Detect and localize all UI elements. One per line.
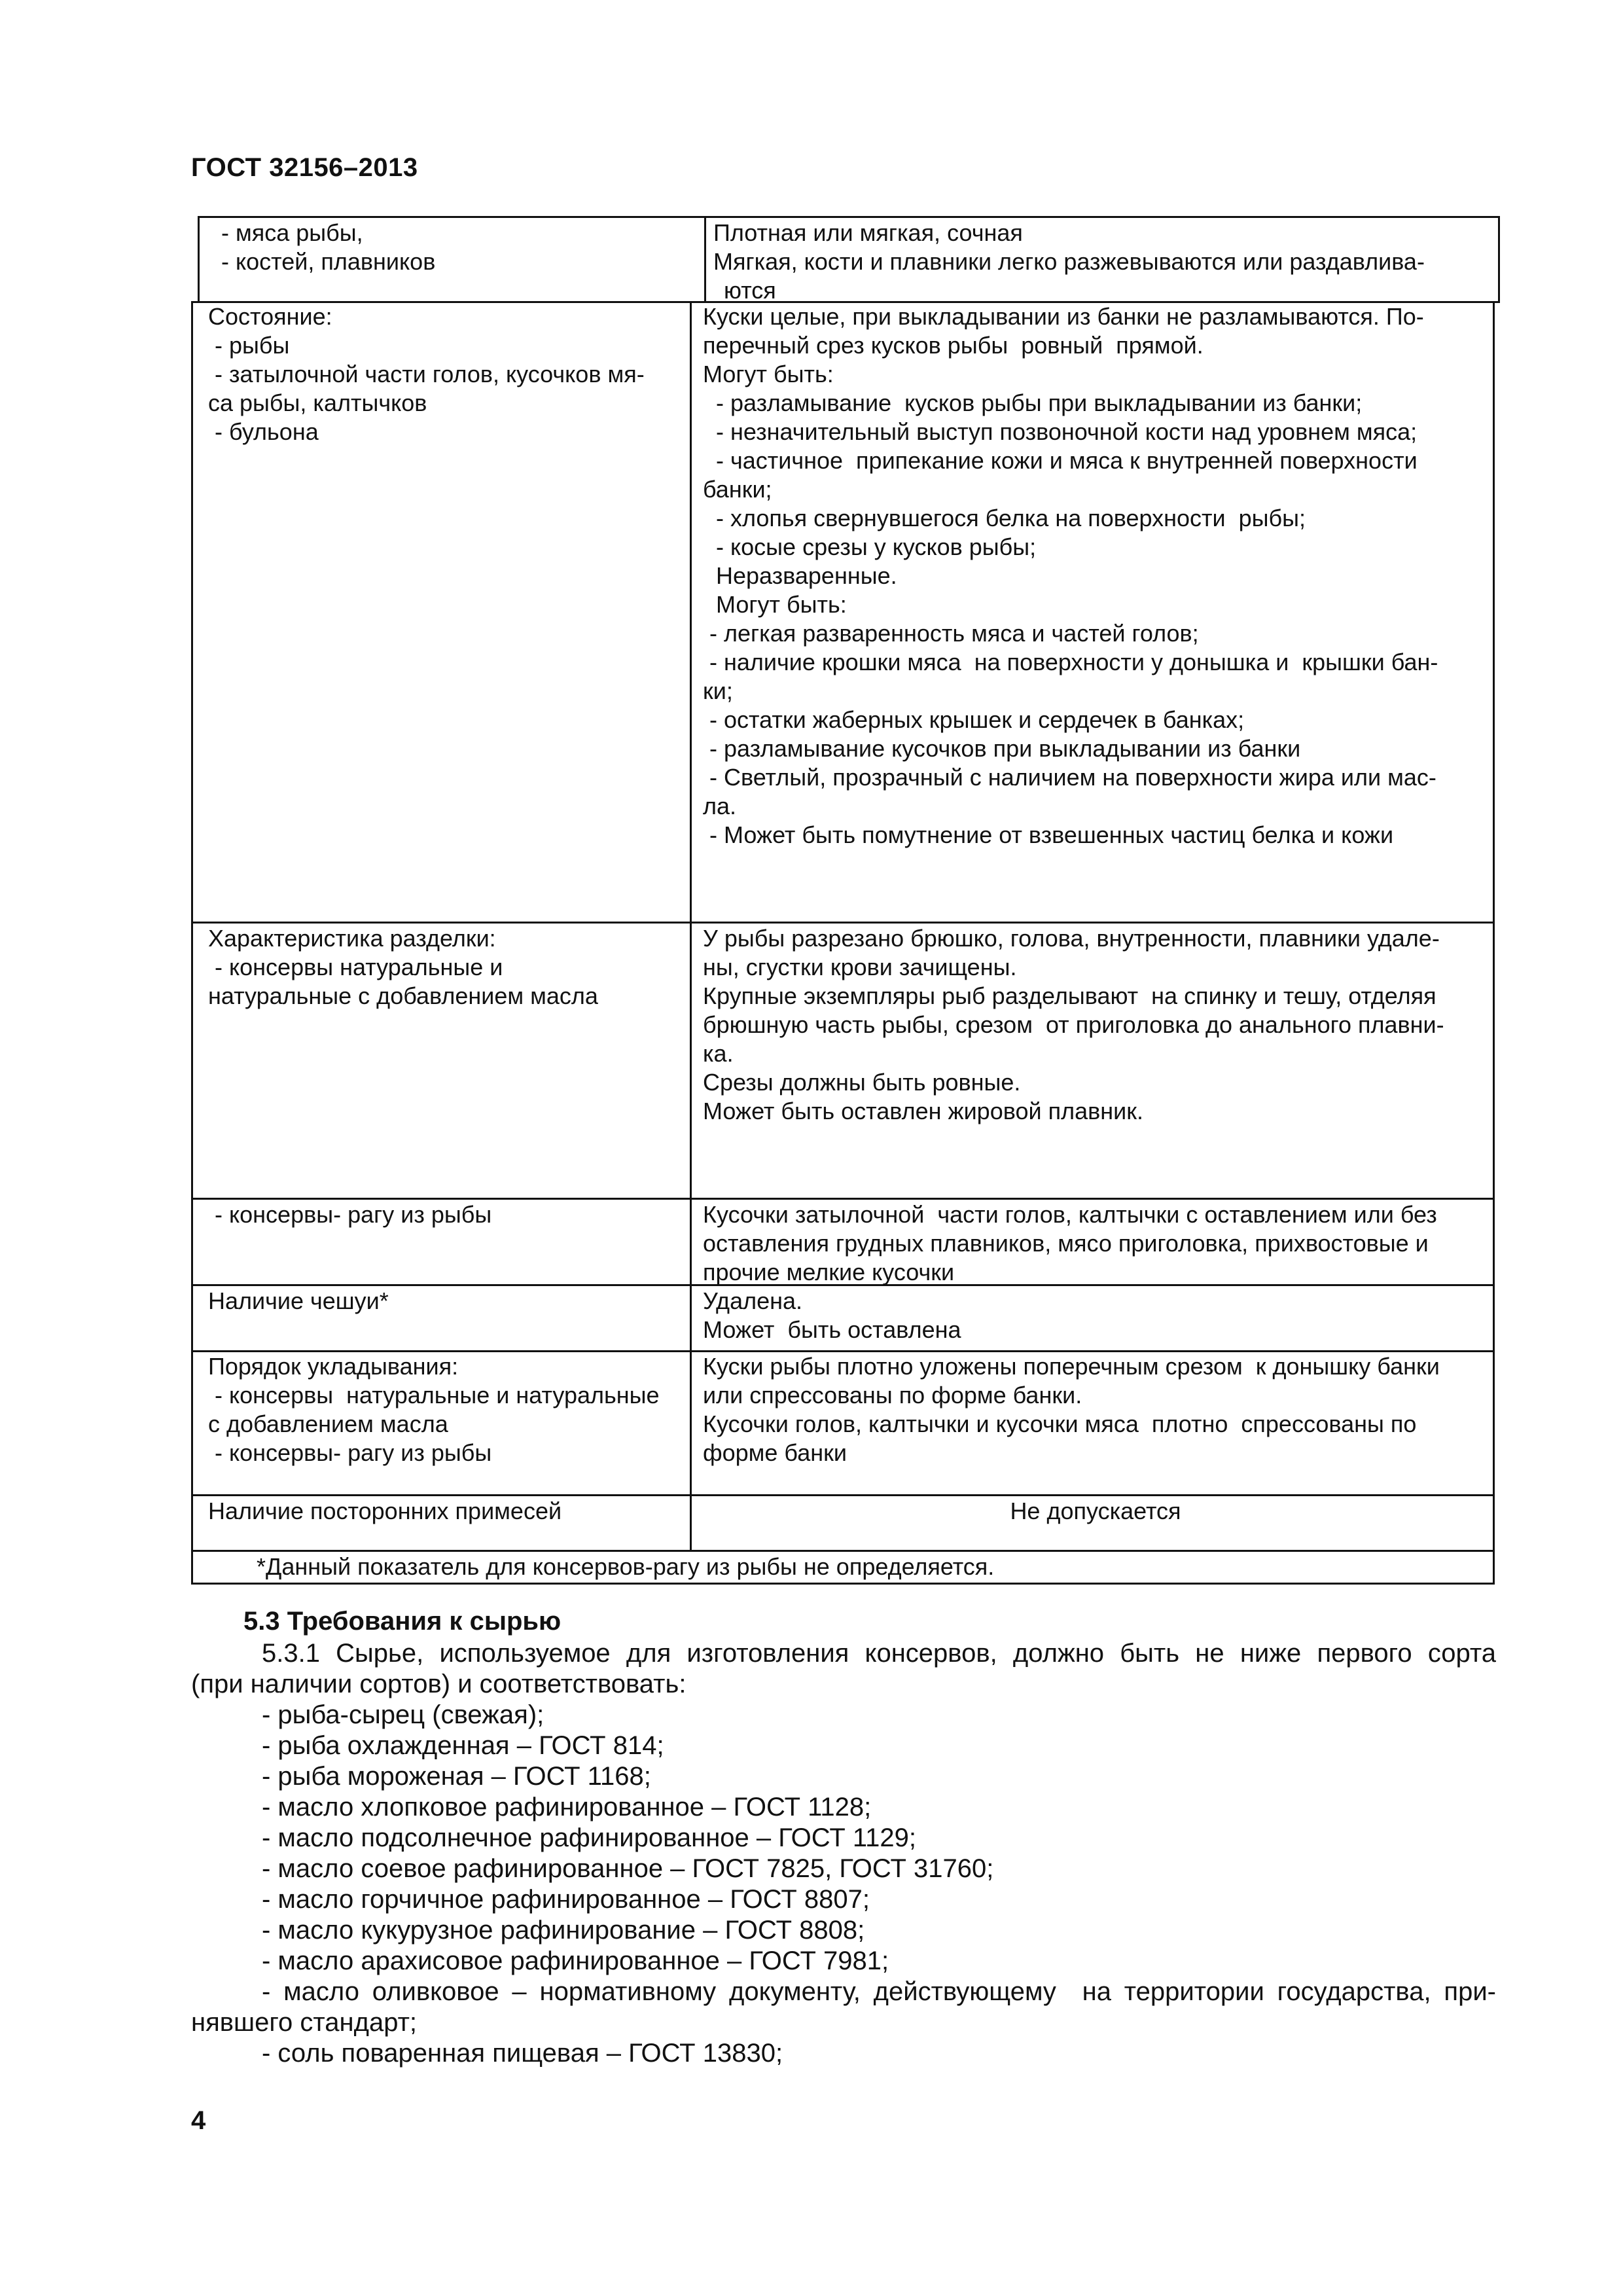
cell-line: брюшную часть рыбы, срезом от приголовка до анального плавни- <box>703 1011 1444 1038</box>
cell-line: - затылочной части голов, кусочков мя- <box>208 361 645 387</box>
cell-line: Могут быть: <box>703 591 847 618</box>
list-item: - масло кукурузное рафинирование – ГОСТ 8808; <box>262 1916 865 1945</box>
requirements-list <box>191 1700 1496 1977</box>
intro-line: (при наличии сортов) и соответствовать: <box>191 1670 687 1698</box>
section-heading: 5.3 Требования к сырью <box>243 1607 562 1636</box>
list-item: - масло оливковое – нормативному документу, действующему на территории государства, при- <box>262 1977 1496 2006</box>
cell-line: - косые срезы у кусков рыбы; <box>703 533 1037 560</box>
intro-line: 5.3.1 Сырье, используемое для изготовления консервов, должно быть не ниже первого сорта <box>262 1639 1496 1668</box>
olive-oil-item <box>191 1977 1496 2038</box>
cell-line: - разламывание кусков рыбы при выкладывании из банки; <box>703 389 1363 416</box>
table-footnote: *Данный показатель для консервов-рагу из рыбы не определяется. <box>257 1553 995 1580</box>
cell-line: - бульона <box>208 418 319 445</box>
cell-line: - легкая разваренность мяса и частей голов; <box>703 620 1199 647</box>
list-item: - соль поваренная пищевая – ГОСТ 13830; <box>262 2039 783 2068</box>
cell-line: натуральные с добавлением масла <box>208 982 598 1009</box>
cell-line: Куски целые, при выкладывании из банки не разламываются. По- <box>703 303 1424 330</box>
list-item: - рыба-сырец (свежая); <box>262 1700 544 1729</box>
cell-line: - мяса рыбы, <box>208 219 363 246</box>
cell-line: - консервы- рагу из рыбы <box>208 1439 492 1466</box>
cell-line: Крупные экземпляры рыб разделывают на спинку и тешу, отделяя <box>703 982 1436 1009</box>
cell-line: ла. <box>703 793 737 819</box>
section-intro <box>191 1638 1496 1700</box>
cell-line: Плотная или мягкая, сочная <box>713 219 1023 246</box>
cell-line: са рыбы, калтычков <box>208 389 427 416</box>
cell-line: ны, сгустки крови зачищены. <box>703 954 1017 980</box>
table-cell-right <box>703 1200 1488 1287</box>
cell-line: - наличие крошки мяса на поверхности у донышка и крышки бан- <box>703 649 1438 675</box>
cell-line: перечный срез кусков рыбы ровный прямой. <box>703 332 1204 359</box>
cell-line: - остатки жаберных крышек и сердечек в банках; <box>703 706 1245 733</box>
table-cell-left <box>208 924 686 1011</box>
cell-line: ка. <box>703 1040 734 1067</box>
list-item: - масло арахисовое рафинированное – ГОСТ 7981; <box>262 1946 889 1975</box>
cell-line: - Светлый, прозрачный с наличием на поверхности жира или мас- <box>703 764 1436 791</box>
cell-line: Порядок укладывания: <box>208 1353 459 1380</box>
table-cell-left <box>208 1200 686 1229</box>
list-item: - масло подсолнечное рафинированное – ГОСТ 1129; <box>262 1823 917 1852</box>
cell-line: - разламывание кусочков при выкладывании из банки <box>703 735 1301 762</box>
cell-line: Не допускается <box>1010 1498 1181 1524</box>
cell-line: - частичное припекание кожи и мяса к внутренней поверхности <box>703 447 1418 474</box>
cell-line: банки; <box>703 476 772 503</box>
cell-line: оставления грудных плавников, мясо приголовка, прихвостовые и <box>703 1230 1429 1257</box>
table-cell-right <box>703 1352 1488 1467</box>
table-cell-left <box>208 219 692 276</box>
cell-line: Мягкая, кости и плавники легко разжевываются или раздавлива- <box>713 248 1425 275</box>
cell-line: прочие мелкие кусочки <box>703 1259 955 1285</box>
table-cell-left <box>208 302 686 446</box>
cell-line: - костей, плавников <box>208 248 436 275</box>
cell-line: Кусочки затылочной части голов, калтычки с оставлением или без <box>703 1201 1437 1228</box>
page-number: 4 <box>191 2106 206 2135</box>
list-item: - масло соевое рафинированное – ГОСТ 7825, ГОСТ 31760; <box>262 1854 994 1883</box>
cell-line: - незначительный выступ позвоночной кости над уровнем мяса; <box>703 418 1418 445</box>
list-item: - рыба мороженая – ГОСТ 1168; <box>262 1762 651 1791</box>
cell-line: форме банки <box>703 1439 847 1466</box>
cell-line: Кусочки голов, калтычки и кусочки мяса плотно спрессованы по <box>703 1410 1417 1437</box>
cell-line: Может быть оставлена <box>703 1316 961 1343</box>
cell-line: - Может быть помутнение от взвешенных частиц белка и кожи <box>703 821 1394 848</box>
cell-line: ются <box>724 277 776 304</box>
list-item: - масло горчичное рафинированное – ГОСТ 8807; <box>262 1885 870 1914</box>
cell-line: Может быть оставлен жировой плавник. <box>703 1098 1143 1124</box>
cell-line: ки; <box>703 677 733 704</box>
cell-line: - консервы натуральные и натуральные <box>208 1382 660 1408</box>
cell-line: - консервы- рагу из рыбы <box>208 1201 492 1228</box>
cell-line: Наличие посторонних примесей <box>208 1498 562 1524</box>
cell-line: - консервы натуральные и <box>208 954 503 980</box>
cell-line: - хлопья свернувшегося белка на поверхности рыбы; <box>703 505 1306 531</box>
cell-line: Могут быть: <box>703 361 834 387</box>
table-cell-left <box>208 1287 686 1316</box>
table-cell-right <box>703 302 1488 850</box>
cell-line: Наличие чешуи* <box>208 1287 389 1314</box>
list-item: - масло хлопковое рафинированное – ГОСТ 1128; <box>262 1793 872 1821</box>
table-cell-right <box>703 1287 1488 1344</box>
table-cell-right <box>703 924 1488 1126</box>
cell-line: Срезы должны быть ровные. <box>703 1069 1021 1096</box>
table-cell-right <box>713 219 1492 305</box>
cell-line: с добавлением масла <box>208 1410 448 1437</box>
table-cell-right <box>703 1497 1488 1526</box>
list-item: - рыба охлажденная – ГОСТ 814; <box>262 1731 664 1760</box>
list-item-continuation: нявшего стандарт; <box>191 2008 417 2037</box>
table-cell-left <box>208 1352 686 1467</box>
cell-line: Удалена. <box>703 1287 803 1314</box>
cell-line: или спрессованы по форме банки. <box>703 1382 1082 1408</box>
cell-line: Состояние: <box>208 303 332 330</box>
cell-line: - рыбы <box>208 332 290 359</box>
table-cell-left <box>208 1497 686 1526</box>
cell-line: У рыбы разрезано брюшко, голова, внутренности, плавники удале- <box>703 925 1440 952</box>
document-header: ГОСТ 32156–2013 <box>191 153 418 182</box>
cell-line: Характеристика разделки: <box>208 925 496 952</box>
cell-line: Неразваренные. <box>703 562 897 589</box>
cell-line: Куски рыбы плотно уложены поперечным срезом к донышку банки <box>703 1353 1440 1380</box>
